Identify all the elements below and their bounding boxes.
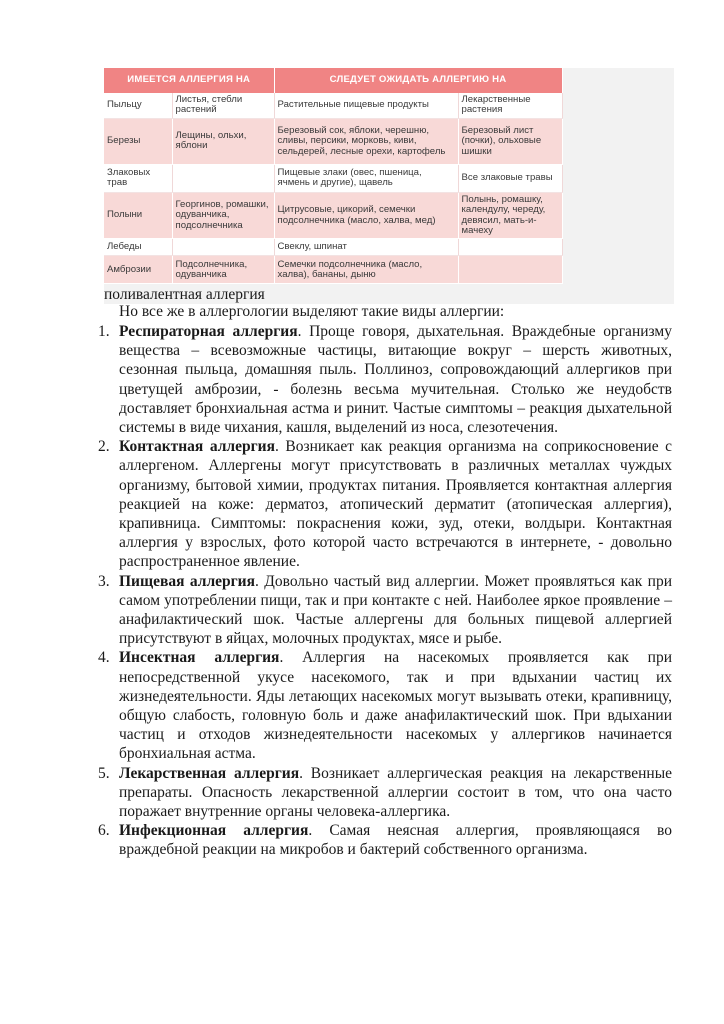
table-row	[104, 192, 562, 239]
table-row	[104, 118, 562, 164]
herbs-cell	[458, 239, 562, 256]
related-plants-cell: Листья, стебли растений	[172, 93, 274, 118]
item-text: . Самая неясная аллергия, проявляющаяся во враждебной реакции на микробов и бактерий собственного организма.	[119, 822, 672, 859]
list-item	[98, 572, 673, 649]
food-cell: Пищевые злаки (овес, пшеница, ячмень и другие), щавель	[274, 164, 458, 192]
item-number: 3.	[98, 572, 110, 590]
item-number: 6.	[98, 822, 110, 840]
allergen-cell: Амброзии	[104, 256, 172, 284]
allergen-cell: Березы	[104, 118, 172, 164]
table-row	[104, 256, 562, 284]
list-item	[98, 322, 672, 437]
item-text: . Довольно частый вид аллергии. Может проявляться как при самом употреблении пищи, так и при контакте с ней. Наиболее яркое проявление – анафилактический шок. Частые аллергены для больных пищевой аллергией присутствуют в яйцах, молочных продуктах, мясе и рыбе.	[119, 572, 673, 648]
related-plants-cell: Георгинов, ромашки, одуванчика, подсолнечника	[172, 192, 274, 239]
related-plants-cell	[172, 239, 274, 256]
herbs-cell: Полынь, ромашку, календулу, череду, девясил, мать-и-мачеху	[458, 192, 562, 239]
cross-allergy-table	[104, 68, 563, 284]
table-row	[104, 164, 562, 192]
item-text: . Проще говоря, дыхательная. Враждебные организму вещества – всевозможные частицы, витающие вокруг – шерсть животных, сезонная пыльца, домашняя пыль. Поллиноз, сопровождающий аллергиков при цветущей амброзии, - болезнь весьма мучительная. Столько же неудобств доставляет бронхиальная астма и ринит. Частые симптомы – реакция дыхательной системы в виде чихания, кашля, выделений из носа, слезотечения.	[119, 323, 672, 437]
food-cell: Свеклу, шпинат	[274, 239, 458, 256]
food-cell: Цитрусовые, цикорий, семечки подсолнечника (масло, халва, мед)	[274, 192, 458, 239]
herbs-cell: Березовый лист (почки), ольховые шишки	[458, 118, 562, 164]
allergen-cell: Лебеды	[104, 239, 172, 256]
item-title: Контактная аллергия	[119, 438, 275, 456]
related-plants-cell: Подсолнечника, одуванчика	[172, 256, 274, 284]
food-cell: Березовый сок, яблоки, черешню, сливы, персики, морковь, киви, сельдерей, лесные орехи, картофель	[274, 118, 458, 164]
item-text: . Возникает как реакция организма на соприкосновение с аллергеном. Аллергены могут присутствовать в различных металлах чуждых организму, бытовой химии, продуктах питания. Проявляется контактная аллергия реакцией на коже: дерматоз, атопический дерматит (атопическая аллергия), крапивница. Симптомы: покраснения кожи, зуд, отеки, волдыри. Контактная аллергия у взрослых, фото которой часто встречаются в интернете, - довольно распространенное явление.	[119, 438, 672, 571]
list-item	[98, 437, 672, 571]
list-item	[98, 764, 673, 822]
list-item	[98, 821, 672, 859]
item-number: 2.	[98, 438, 110, 456]
allergen-cell: Злаковых трав	[104, 164, 172, 192]
table-caption: поливалентная аллергия	[104, 286, 265, 303]
item-text: . Возникает аллергическая реакция на лекарственные препараты. Опасность лекарственной аллергии состоит в том, что она часто поражает внутренние органы человека-аллергика.	[119, 764, 673, 821]
food-cell: Растительные пищевые продукты	[274, 93, 458, 118]
item-title: Инфекционная аллергия	[119, 822, 309, 840]
list-item	[98, 648, 672, 763]
herbs-cell: Все злаковые травы	[458, 164, 562, 192]
allergy-table-image	[104, 68, 674, 304]
herbs-cell: Лекарственные растения	[458, 93, 562, 118]
item-number: 1.	[98, 323, 110, 340]
table-row	[104, 239, 562, 256]
related-plants-cell: Лещины, ольхи, яблони	[172, 118, 274, 164]
allergen-cell: Полыни	[104, 192, 172, 239]
item-number: 4.	[98, 649, 110, 667]
allergy-types-list	[98, 322, 673, 860]
related-plants-cell	[172, 164, 274, 192]
item-title: Пищевая аллергия	[119, 572, 256, 590]
table-row	[104, 93, 562, 118]
header-has-allergy: ИМЕЕТСЯ АЛЛЕРГИЯ НА	[104, 68, 274, 93]
item-title: Инсектная аллергия	[119, 649, 280, 667]
item-text: . Аллергия на насекомых проявляется как при непосредственной укусе насекомого, так и при вдыхании частиц их жизнедеятельности. Яды летающих насекомых могут вызывать отеки, крапивницу, общую слабость, головную боль и даже анафилактический шок. При вдыхании частиц и отходов жизнедеятельности насекомых у аллергиков начинается бронхиальная астма.	[119, 649, 672, 763]
intro-paragraph: Но все же в аллергологии выделяют такие виды аллергии:	[119, 303, 505, 320]
item-title: Респираторная аллергия	[119, 323, 298, 340]
item-title: Лекарственная аллергия	[119, 764, 300, 782]
food-cell: Семечки подсолнечника (масло, халва), бананы, дыню	[274, 256, 458, 284]
allergen-cell: Пыльцу	[104, 93, 172, 118]
header-expect-allergy: СЛЕДУЕТ ОЖИДАТЬ АЛЛЕРГИЮ НА	[274, 68, 562, 93]
item-number: 5.	[98, 764, 110, 782]
herbs-cell	[458, 256, 562, 284]
